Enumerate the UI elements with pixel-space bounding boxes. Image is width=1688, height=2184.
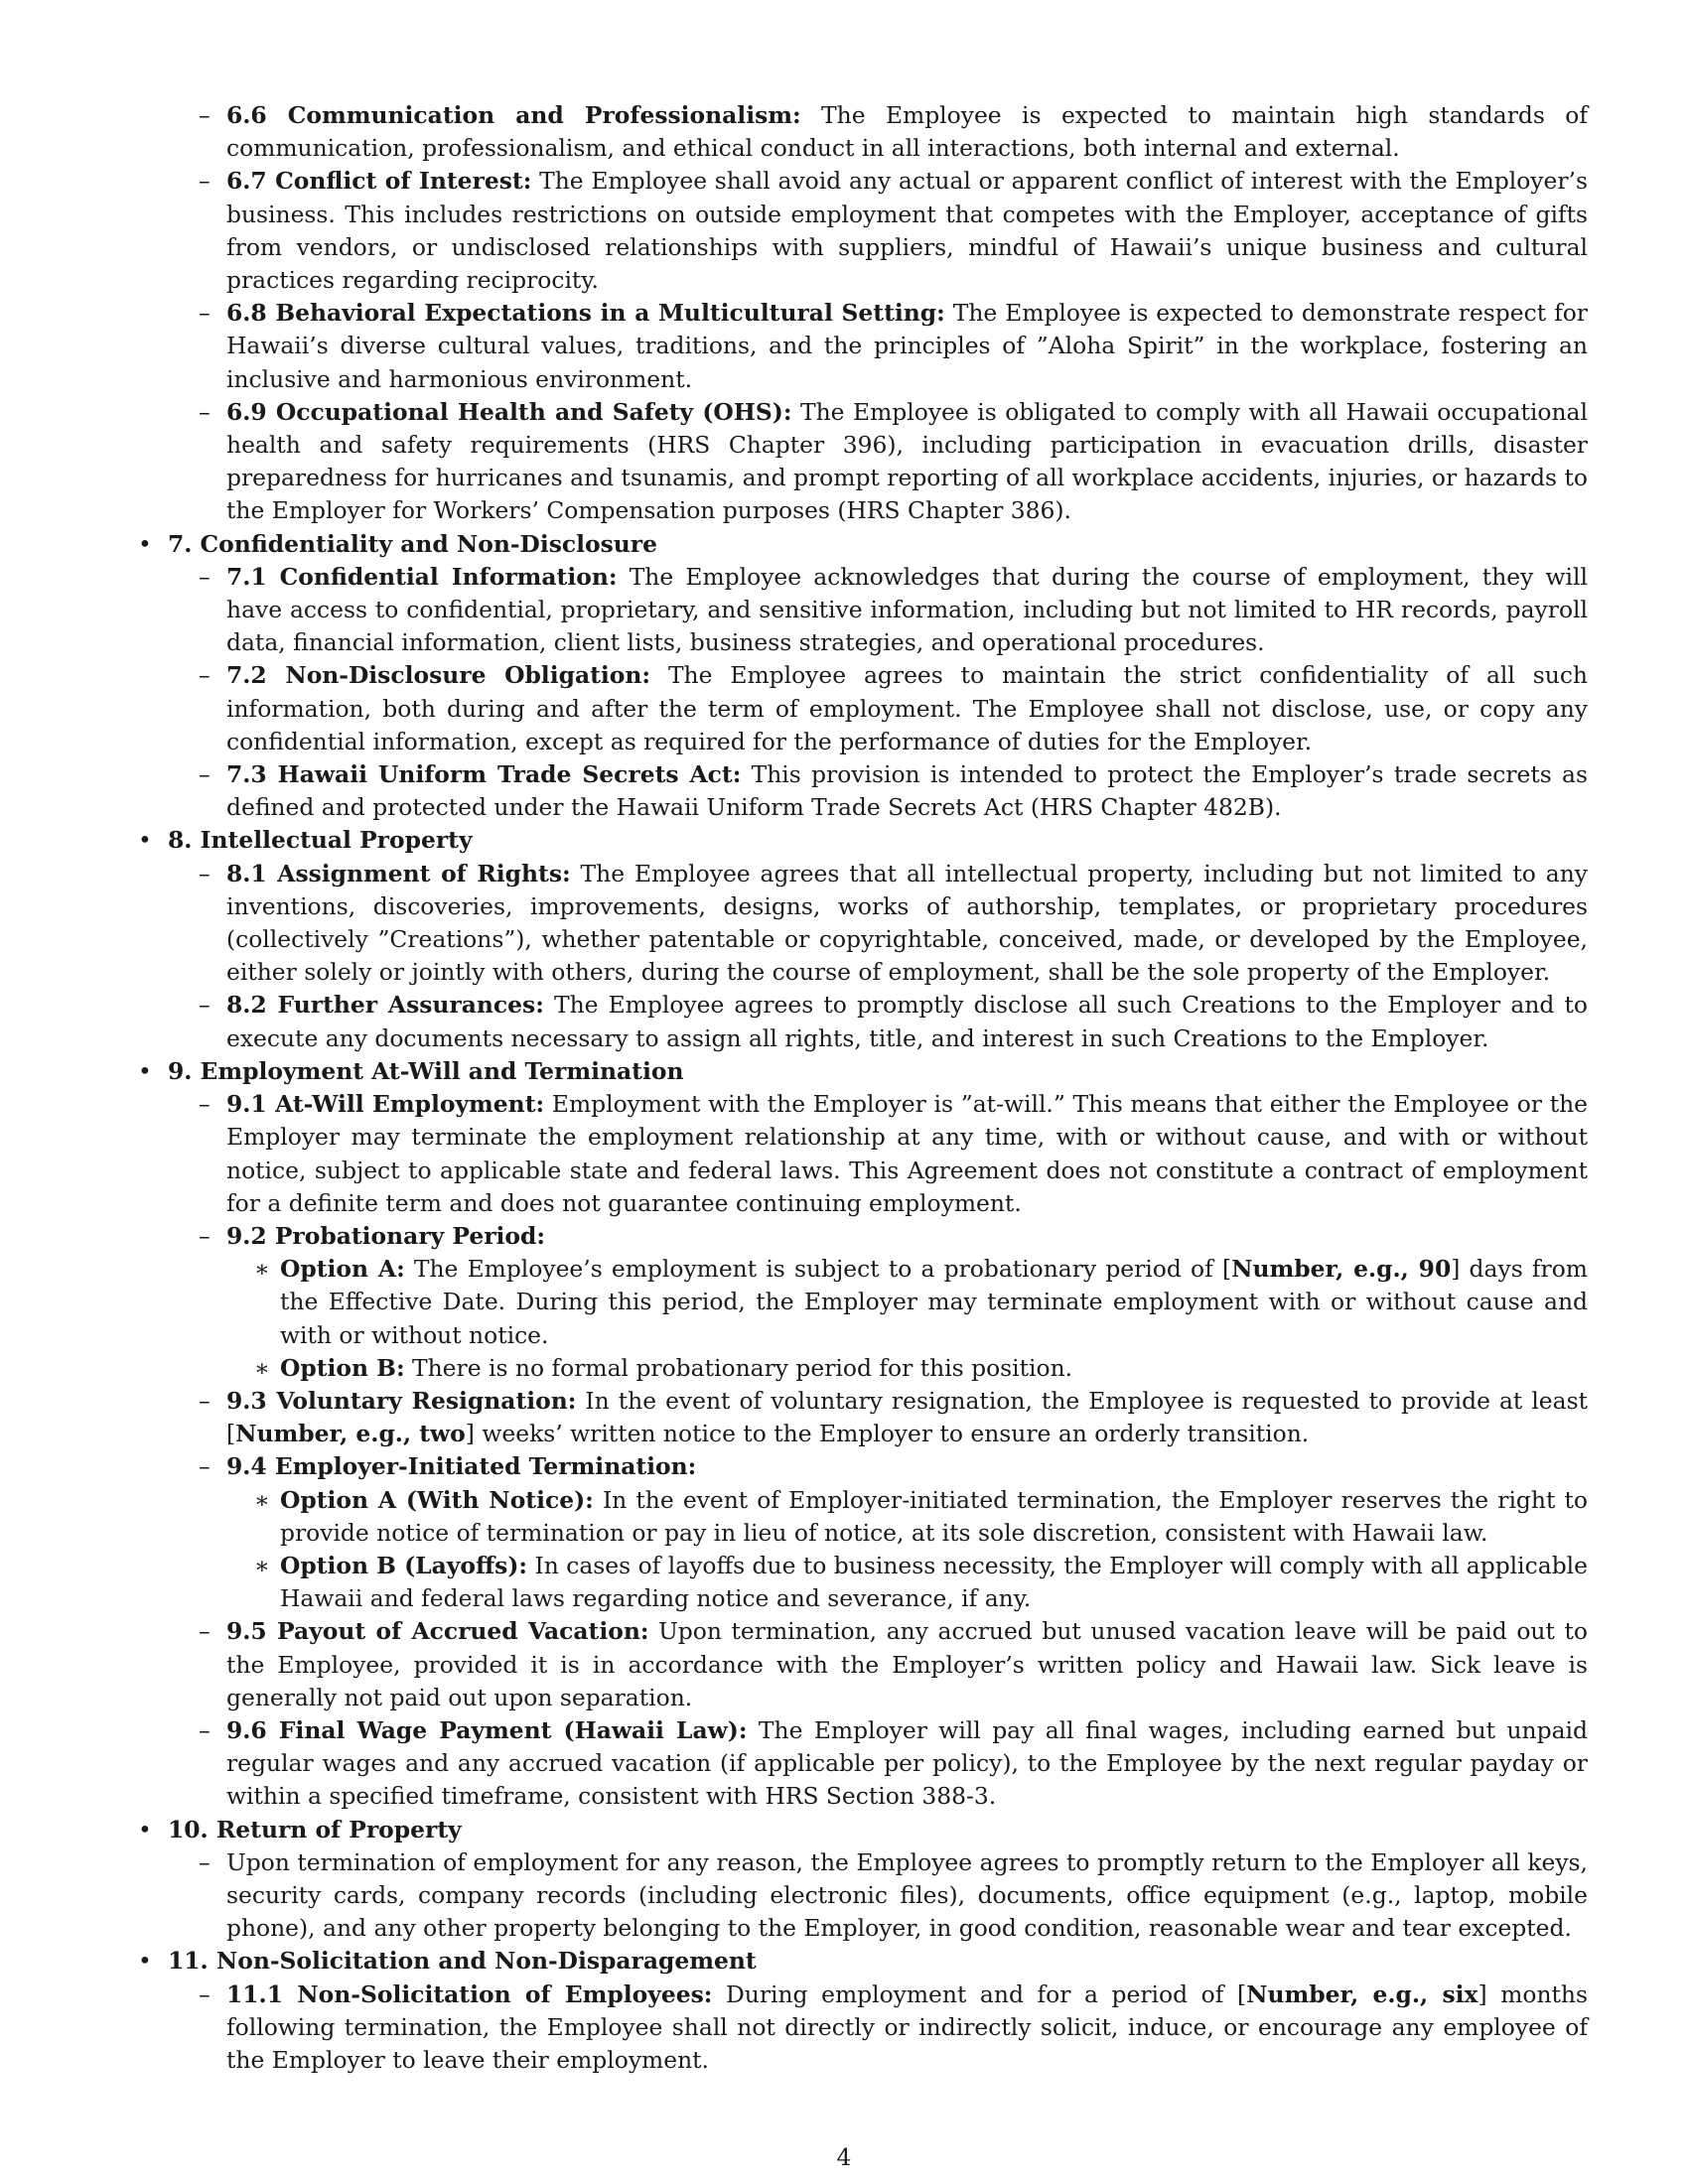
clause-9-5 bbox=[138, 1615, 1588, 1714]
section-7 bbox=[138, 528, 1588, 561]
clause-text: The Employee agrees to promptly disclose all such Creations to the Employer and to execute any documents necessary to assign all rights, title, and interest in such Creations to the Employer. bbox=[226, 991, 1588, 1052]
clause-label: 9.3 Voluntary Resignation: bbox=[226, 1386, 577, 1415]
dash-marker: – bbox=[199, 1847, 211, 1876]
clause-text: Employment with the Employer is ”at-will.” This means that either the Employee or the Employer may terminate the employment relationship at any time, with or without cause, and with or without notice, subject to applicable state and federal laws. This Agreement does not constitute a contract of employment for a definite term and does not guarantee continuing employment. bbox=[226, 1090, 1588, 1217]
section-10 bbox=[138, 1814, 1588, 1846]
option-text: The Employee’s employment is subject to a probationary period of bbox=[404, 1255, 1222, 1284]
clause-9-6 bbox=[138, 1714, 1588, 1814]
clause-7-1 bbox=[138, 561, 1588, 660]
clause-6-9 bbox=[138, 396, 1588, 528]
dash-marker: – bbox=[199, 101, 211, 129]
clause-11-1 bbox=[138, 1979, 1588, 2078]
clause-text: The Employee agrees to maintain the strict confidentiality of all such information, both during and after the term of employment. The Employee shall not disclose, use, or copy any confidential information, except as required for the performance of duties for the Employer. bbox=[226, 661, 1588, 755]
dash-marker: – bbox=[199, 1452, 211, 1481]
clause-10-text bbox=[138, 1846, 1588, 1946]
bracket-open: [ bbox=[1236, 1979, 1247, 2008]
clause-label: 11.1 Non-Solicitation of Employees: bbox=[226, 1979, 713, 2008]
option-text: days from the Effective Date. During this period, the Employer may terminate employment with or without cause and with or without notice. bbox=[280, 1255, 1588, 1349]
option-9-2-b bbox=[138, 1352, 1588, 1385]
clause-text: The Employee is expected to maintain high standards of communication, professionalism, and ethical conduct in all interactions, both internal and external. bbox=[226, 101, 1588, 163]
clause-text: weeks’ written notice to the Employer to ensure an orderly transition. bbox=[474, 1420, 1310, 1448]
section-11 bbox=[138, 1945, 1588, 1978]
clause-text: The Employee acknowledges that during the course of employment, they will have access to confidential, proprietary, and sensitive information, including but not limited to HR records, payroll data, financial information, client lists, business strategies, and operational procedures. bbox=[226, 562, 1588, 657]
clause-text: Upon termination, any accrued but unused vacation leave will be paid out to the Employee, provided it is in accordance with the Employer’s written policy and Hawaii law. Sick leave is generally not paid out upon separation. bbox=[226, 1617, 1588, 1711]
section-title: 7. Confidentiality and Non-Disclosure bbox=[168, 529, 657, 558]
clause-label: 7.2 Non-Disclosure Obligation: bbox=[226, 661, 651, 690]
clause-text: This provision is intended to protect the Employer’s trade secrets as defined and protected under the Hawaii Uniform Trade Secrets Act (HRS Chapter 482B). bbox=[226, 760, 1589, 822]
page-number: 4 bbox=[836, 2143, 852, 2171]
section-9 bbox=[138, 1055, 1588, 1088]
bullet-marker: • bbox=[138, 529, 152, 558]
clause-label: 6.8 Behavioral Expectations in a Multicultural Setting: bbox=[226, 299, 945, 328]
clause-text: The Employee is expected to demonstrate respect for Hawaii’s diverse cultural values, traditions, and the principles of ”Aloha Spirit” in the workplace, fostering an inclusive and harmonious environment. bbox=[226, 299, 1588, 393]
section-title: 10. Return of Property bbox=[168, 1815, 462, 1843]
dash-marker: – bbox=[199, 1090, 211, 1119]
option-label: Option B: bbox=[280, 1353, 405, 1382]
clause-label: 9.6 Final Wage Payment (Hawaii Law): bbox=[226, 1715, 748, 1744]
clause-8-2 bbox=[138, 989, 1588, 1054]
clause-7-3 bbox=[138, 758, 1588, 824]
bracket-open: [ bbox=[1221, 1255, 1232, 1284]
dash-marker: – bbox=[199, 562, 211, 591]
placeholder-value: Number, e.g., two bbox=[235, 1420, 466, 1448]
option-text: In the event of Employer-initiated termination, the Employer reserves the right to provide notice of termination or pay in lieu of notice, at its sole discretion, consistent with Hawaii law. bbox=[280, 1485, 1588, 1547]
bracket-open: [ bbox=[226, 1420, 236, 1448]
clause-label: 6.9 Occupational Health and Safety (OHS): bbox=[226, 397, 792, 426]
placeholder-value: Number, e.g., six bbox=[1246, 1979, 1478, 2008]
dash-marker: – bbox=[199, 1979, 211, 2008]
clause-label: 9.1 At-Will Employment: bbox=[226, 1090, 545, 1119]
option-text: In cases of layoffs due to business necessity, the Employer will comply with all applicable Hawaii and federal laws regarding notice and severance, if any. bbox=[280, 1551, 1588, 1613]
clause-6-8 bbox=[138, 297, 1588, 396]
section-title: 11. Non-Solicitation and Non-Disparagement bbox=[168, 1947, 757, 1976]
bracket-close: ] bbox=[465, 1420, 475, 1448]
clause-7-2 bbox=[138, 659, 1588, 758]
dash-marker: – bbox=[199, 760, 211, 789]
clause-text: The Employee is obligated to comply with all Hawaii occupational health and safety requirements (HRS Chapter 396), including participation in evacuation drills, disaster preparedness for hurricanes and tsunamis, and prompt reporting of all workplace accidents, injuries, or hazards to the Employer for Workers’ Compensation purposes (HRS Chapter 386). bbox=[226, 397, 1588, 525]
bullet-marker: • bbox=[138, 1815, 152, 1843]
clause-label: 8.2 Further Assurances: bbox=[226, 991, 544, 1020]
dash-marker: – bbox=[199, 167, 211, 196]
bracket-close: ] bbox=[1477, 1979, 1487, 2008]
option-label: Option A: bbox=[280, 1255, 405, 1284]
star-marker: ∗ bbox=[254, 1353, 270, 1382]
clause-text: Upon termination of employment for any reason, the Employee agrees to promptly return to the Employer all keys, security cards, company records (including electronic files), documents, office equipment (e.g., laptop, mobile phone), and any other property belonging to the Employer, in good condition, reasonable wear and tear excepted. bbox=[226, 1847, 1588, 1943]
section-title: 8. Intellectual Property bbox=[168, 826, 473, 855]
section-8 bbox=[138, 824, 1588, 857]
clause-text: months following termination, the Employee shall not directly or indirectly solicit, induce, or encourage any employee of the Employer to leave their employment. bbox=[226, 1979, 1588, 2074]
clause-text: The Employer will pay all final wages, including earned but unpaid regular wages and any accrued vacation (if applicable per policy), to the Employee by the next regular payday or within a specified timeframe, consistent with HRS Section 388-3. bbox=[226, 1715, 1588, 1811]
clause-label: 6.6 Communication and Professionalism: bbox=[226, 101, 801, 129]
option-9-2-a bbox=[138, 1253, 1588, 1352]
clause-text: In the event of voluntary resignation, the Employee is requested to provide at least bbox=[576, 1386, 1588, 1415]
clause-8-1 bbox=[138, 858, 1588, 990]
clause-text: The Employee shall avoid any actual or apparent conflict of interest with the Employer’s business. This includes restrictions on outside employment that competes with the Employer, acceptance of gifts from vendors, or undisclosed relationships with suppliers, mindful of Hawaii’s unique business and cultural practices regarding reciprocity. bbox=[226, 167, 1588, 295]
placeholder-value: Number, e.g., 90 bbox=[1231, 1255, 1452, 1284]
clause-9-1 bbox=[138, 1088, 1588, 1220]
section-title: 9. Employment At-Will and Termination bbox=[168, 1056, 684, 1085]
dash-marker: – bbox=[199, 859, 211, 887]
dash-marker: – bbox=[199, 397, 211, 426]
clause-6-7 bbox=[138, 165, 1588, 297]
star-marker: ∗ bbox=[254, 1551, 270, 1579]
clause-label: 7.1 Confidential Information: bbox=[226, 562, 618, 591]
option-label: Option B (Layoffs): bbox=[280, 1551, 528, 1579]
bullet-marker: • bbox=[138, 1056, 152, 1085]
option-text: There is no formal probationary period for this position. bbox=[404, 1353, 1073, 1382]
clause-label: 7.3 Hawaii Uniform Trade Secrets Act: bbox=[226, 760, 742, 789]
option-9-4-a bbox=[138, 1484, 1588, 1550]
bullet-marker: • bbox=[138, 1947, 152, 1976]
dash-marker: – bbox=[199, 661, 211, 690]
bracket-close: ] bbox=[1451, 1255, 1461, 1284]
clause-9-3 bbox=[138, 1385, 1588, 1450]
star-marker: ∗ bbox=[254, 1255, 270, 1284]
clause-label: 8.1 Assignment of Rights: bbox=[226, 859, 571, 887]
clause-label: 9.5 Payout of Accrued Vacation: bbox=[226, 1617, 649, 1646]
dash-marker: – bbox=[199, 299, 211, 328]
clause-6-6 bbox=[138, 99, 1588, 165]
bullet-marker: • bbox=[138, 826, 152, 855]
dash-marker: – bbox=[199, 1221, 211, 1250]
clause-9-4 bbox=[138, 1450, 1588, 1483]
dash-marker: – bbox=[199, 991, 211, 1020]
document-body bbox=[138, 99, 1588, 2077]
dash-marker: – bbox=[199, 1617, 211, 1646]
option-label: Option A (With Notice): bbox=[280, 1485, 594, 1514]
clause-text: During employment and for a period of bbox=[712, 1979, 1237, 2008]
clause-9-2 bbox=[138, 1220, 1588, 1253]
dash-marker: – bbox=[199, 1715, 211, 1744]
clause-label: 9.4 Employer-Initiated Termination: bbox=[226, 1452, 697, 1481]
clause-text: The Employee agrees that all intellectual property, including but not limited to any inventions, discoveries, improvements, designs, works of authorship, templates, or proprietary procedures (collectively ”Creations”), whether patentable or copyrightable, conceived, made, or developed by the Employee, either solely or jointly with others, during the course of employment, shall be the sole property of the Employer. bbox=[226, 859, 1588, 987]
option-9-4-b bbox=[138, 1550, 1588, 1615]
star-marker: ∗ bbox=[254, 1485, 270, 1514]
clause-label: 6.7 Conflict of Interest: bbox=[226, 167, 532, 196]
dash-marker: – bbox=[199, 1386, 211, 1415]
clause-label: 9.2 Probationary Period: bbox=[226, 1221, 546, 1250]
